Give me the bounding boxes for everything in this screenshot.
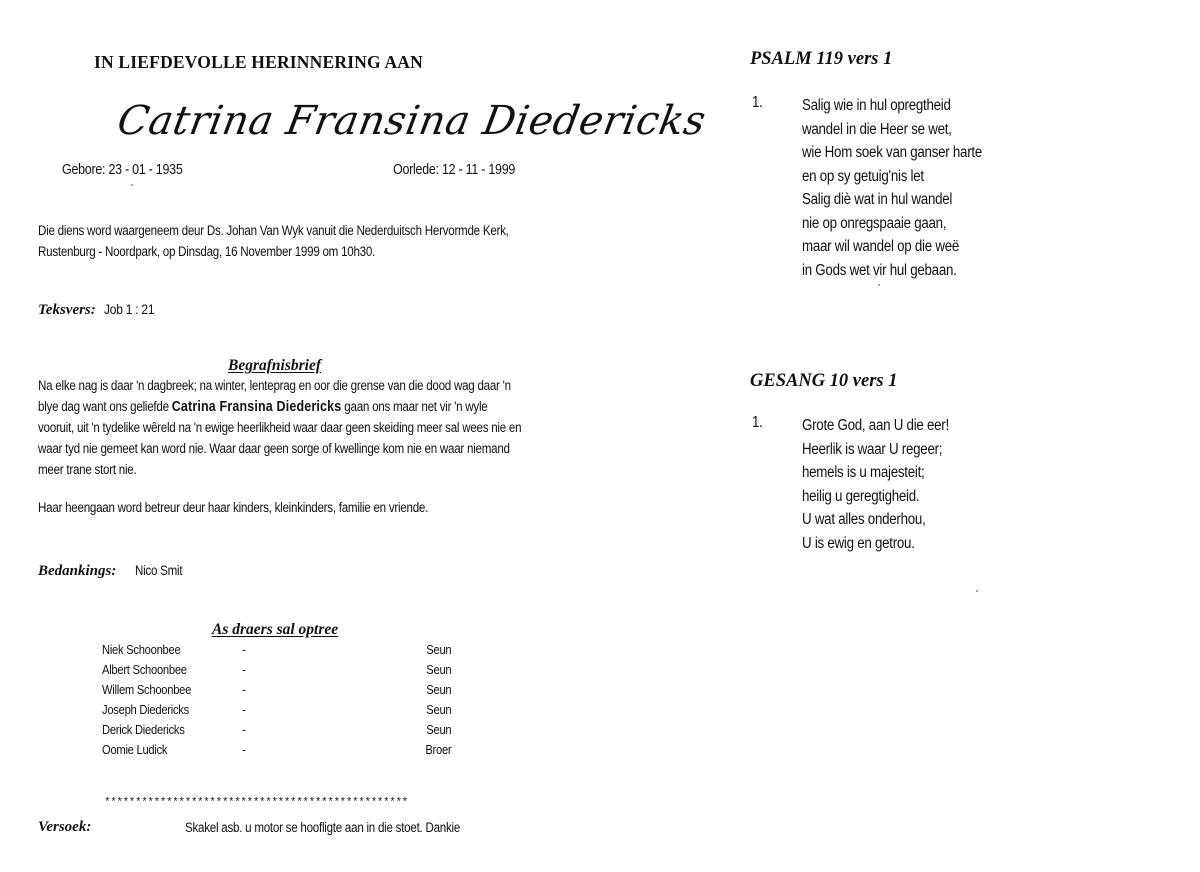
- hymn-verse-number: 1.: [752, 414, 763, 431]
- text-verse-label: Teksvers:: [38, 302, 96, 318]
- hymn-verse: [802, 414, 949, 555]
- memorial-heading: IN LIEFDEVOLLE HERINNERING AAN: [94, 52, 423, 72]
- star-divider: *************************************************: [104, 797, 408, 809]
- thanks: [38, 562, 190, 580]
- scan-speck: [131, 184, 133, 186]
- table-row: Niek Schoonbee - Seun: [102, 642, 452, 657]
- verse-line: Salig diè wat in hul wandel: [802, 191, 953, 208]
- request-value: Skakel asb. u motor se hoofligte aan in die stoet. Dankie: [185, 820, 461, 835]
- table-row: Derick Diedericks - Seun: [102, 722, 452, 737]
- bearers-title: As draers sal optree: [212, 621, 339, 638]
- letter-line: vooruit, uit 'n tydelike wêreld na 'n ewige heerlikheid waar daar geen skeiding meer sal wees nie en: [38, 420, 522, 435]
- text-verse-value: Job 1 : 21: [104, 301, 155, 317]
- service-info: [38, 220, 520, 262]
- table-row: Oomie Ludick - Broer: [102, 742, 452, 757]
- letter-line: blye dag want ons geliefde Catrina Fransina Diedericks gaan ons maar net vir 'n wyle: [38, 399, 488, 415]
- verse-line: in Gods wet vir hul gebaan.: [802, 261, 957, 279]
- letter-line: waar tyd nie gemeet kan word nie. Waar daar geen sorge of kwellinge kom nie en waar niemand: [38, 441, 510, 456]
- scan-speck: [878, 284, 880, 286]
- psalm-verse-number: 1.: [752, 94, 763, 111]
- verse-line: nie op onregspaaie gaan,: [802, 214, 947, 232]
- table-row: Albert Schoonbee - Seun: [102, 662, 452, 677]
- verse-line: U wat alles onderhou,: [802, 511, 926, 528]
- service-line: Die diens word waargeneem deur Ds. Johan Van Wyk vanuit die Nederduitsch Hervormde Kerk,: [38, 223, 509, 238]
- deceased-name: Catrina Fransina Diedericks: [113, 98, 710, 144]
- death-date: Oorlede: 12 - 11 - 1999: [393, 162, 516, 178]
- thanks-label: Bedankings:: [38, 563, 117, 579]
- letter-line: Na elke nag is daar 'n dagbreek; na winter, lenteprag en oor die grense van die dood wag daar 'n: [38, 378, 511, 393]
- table-row: Willem Schoonbee - Seun: [102, 682, 452, 697]
- verse-line: hemels is u majesteit;: [802, 464, 925, 481]
- funeral-letter: [38, 375, 520, 480]
- text-verse: [38, 301, 163, 319]
- scan-speck: [976, 590, 978, 592]
- table-row: Joseph Diedericks - Seun: [102, 702, 452, 717]
- verse-line: U is ewig en getrou.: [802, 534, 915, 552]
- verse-line: en op sy getuig'nis let: [802, 167, 924, 185]
- bearers-table: [102, 640, 457, 760]
- letter-title: Begrafnisbrief: [228, 357, 321, 374]
- verse-line: Grote God, aan U die eer!: [802, 417, 949, 434]
- birth-date: Gebore: 23 - 01 - 1935: [62, 162, 183, 178]
- letter-line: meer trane stort nie.: [38, 462, 137, 477]
- verse-line: Heerlik is waar U regeer;: [802, 440, 943, 458]
- verse-line: Salig wie in hul opregtheid: [802, 97, 951, 114]
- deceased-name-bold: Catrina Fransina Diedericks: [171, 399, 342, 415]
- verse-line: wie Hom soek van ganser harte: [802, 144, 982, 161]
- psalm-title: PSALM 119 vers 1: [750, 49, 893, 69]
- verse-line: maar wil wandel op die weë: [802, 238, 960, 255]
- request-label: Versoek:: [38, 819, 92, 835]
- verse-line: heilig u geregtigheid.: [802, 487, 920, 505]
- service-line: Rustenburg - Noordpark, op Dinsdag, 16 November 1999 om 10h30.: [38, 244, 376, 259]
- psalm-verse: [802, 94, 982, 282]
- mourners-line: Haar heengaan word betreur deur haar kinders, kleinkinders, familie en vriende.: [38, 500, 429, 515]
- hymn-title: GESANG 10 vers 1: [750, 371, 898, 391]
- verse-line: wandel in die Heer se wet,: [802, 120, 952, 138]
- thanks-value: Nico Smit: [134, 563, 183, 578]
